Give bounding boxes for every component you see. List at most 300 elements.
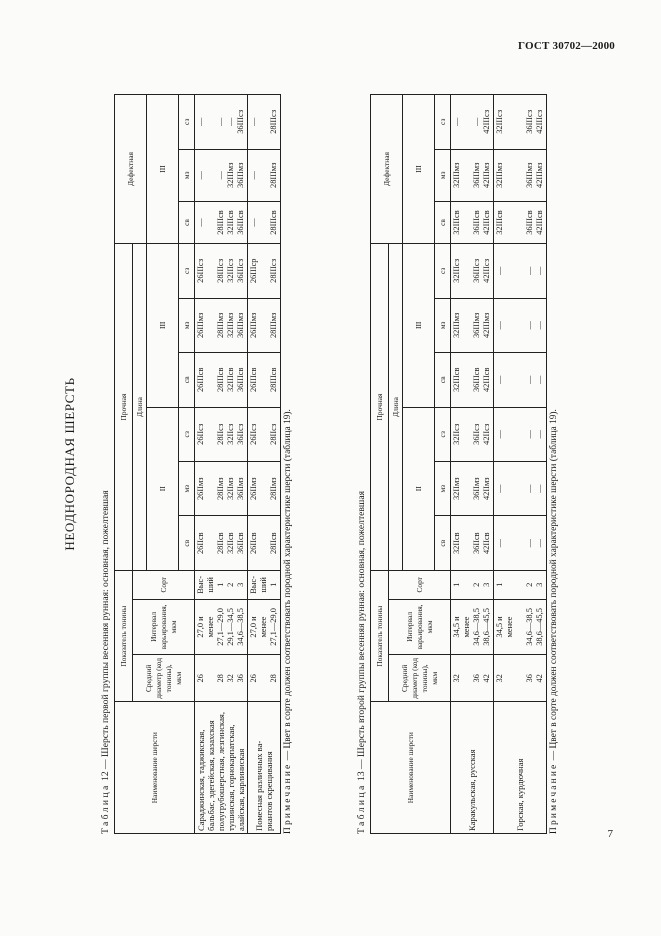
- cell-value: 28IIIсз: [269, 109, 278, 134]
- cell-value: 3: [482, 582, 491, 587]
- cell-value: [206, 204, 216, 241]
- cell-value: менее: [206, 616, 215, 638]
- cell-value: [462, 204, 472, 241]
- cell-value: 32IIIмз: [226, 162, 235, 188]
- diameter-cell: [248, 655, 281, 702]
- wool-name-cell: [451, 702, 494, 834]
- cell-value: 32IIIсв: [226, 367, 235, 392]
- cell-value: 26IIсз: [196, 423, 205, 445]
- strong-2-sv-cell: [195, 516, 248, 570]
- cell-value: 28: [216, 674, 225, 683]
- cell-value: 32IIмз: [226, 477, 235, 500]
- caption-text: 13 — Шерсть второй группы весенняя рунная: основная, пожелтевшая: [356, 491, 367, 781]
- cell-value: 28IIмз: [269, 477, 278, 500]
- cell-value: 42IIсв: [482, 532, 491, 554]
- section-title: НЕОДНОРОДНАЯ ШЕРСТЬ: [62, 377, 77, 551]
- note-text: — Цвет в сорте должен соответствовать породной характеристике шерсти (таблица 19).: [549, 409, 559, 763]
- strong-3-sv-cell: [195, 353, 248, 407]
- cell-value: 32IIIсв: [452, 210, 461, 235]
- cell-value: —: [216, 171, 225, 180]
- col-header-strong: Прочная: [115, 244, 133, 571]
- caption-text: 12 — Шерсть первой группы весенняя рунная: основная, пожелтевшая: [100, 490, 111, 781]
- cell-value: 28IIIмз: [269, 312, 278, 338]
- cell-value: [515, 152, 525, 199]
- cell-value: 36IIмз: [472, 477, 481, 500]
- sort-cell: [248, 570, 281, 599]
- cell-value: 36IIIмз: [472, 162, 481, 188]
- cell-value: [505, 355, 515, 404]
- strong-3-sv-cell: [451, 353, 494, 407]
- col-header-grade-2: II: [147, 407, 179, 570]
- cell-value: [515, 657, 525, 699]
- cell-value: 2: [472, 582, 481, 587]
- cell-value: 32IIIмз: [452, 162, 461, 188]
- cell-value: [462, 152, 472, 199]
- sub-header-mz: мз: [179, 298, 195, 352]
- cell-value: [206, 464, 216, 513]
- cell-value: 28IIIсв: [216, 367, 225, 392]
- cell-value: 42IIIмз: [535, 162, 544, 188]
- cell-value: [206, 152, 216, 199]
- table-row: [494, 95, 547, 834]
- strong-2-sv-cell: [494, 516, 547, 570]
- defective-3-sv-cell: [451, 201, 494, 243]
- sub-header-mz: мз: [435, 149, 451, 201]
- cell-value: —: [535, 375, 544, 384]
- cell-value: 36IIсз: [236, 423, 245, 445]
- cell-value: ший: [206, 577, 215, 593]
- col-header-length: Длина: [389, 244, 403, 571]
- cell-value: —: [495, 430, 504, 439]
- cell-value: [505, 410, 515, 459]
- cell-value: [515, 573, 525, 597]
- cell-value: 32IIсз: [452, 423, 461, 445]
- cell-value: 42: [535, 674, 544, 683]
- cell-value: [515, 355, 525, 404]
- sub-header-sv: св: [435, 201, 451, 243]
- col-header-fineness: Показатель тонины: [115, 570, 133, 702]
- sub-header-mz: мз: [179, 149, 195, 201]
- strong-2-sz-cell: [248, 407, 281, 461]
- col-header-interval: Интервал варьирования, мкм: [389, 599, 451, 654]
- note-label: Примечание: [283, 762, 293, 834]
- cell-value: [259, 355, 269, 404]
- cell-value: [505, 152, 515, 199]
- cell-value: —: [535, 539, 544, 548]
- cell-value: [206, 355, 216, 404]
- table-row: [195, 95, 248, 834]
- cell-value: 38,6—45,5: [482, 608, 491, 646]
- cell-value: 27,1—29,0: [216, 608, 225, 646]
- cell-value: —: [216, 117, 225, 126]
- table-row: [248, 95, 281, 834]
- cell-value: 26IIIсв: [196, 367, 205, 392]
- defective-3-sv-cell: [494, 201, 547, 243]
- cell-value: 32IIсв: [452, 532, 461, 554]
- cell-value: [462, 355, 472, 404]
- cell-value: [515, 602, 525, 652]
- cell-value: [206, 97, 216, 147]
- cell-value: [462, 657, 472, 699]
- cell-value: —: [495, 539, 504, 548]
- wool-name-cell: [195, 702, 248, 834]
- cell-value: 28IIсв: [216, 532, 225, 554]
- cell-value: 36: [236, 674, 245, 683]
- sub-header-sv: св: [179, 201, 195, 243]
- wool-name-line: алайская, карлиниская: [236, 748, 246, 831]
- cell-value: 36IIIмз: [472, 312, 481, 338]
- cell-value: 28: [269, 674, 278, 683]
- cell-value: 32IIсз: [226, 423, 235, 445]
- wool-name-cell: [494, 702, 547, 834]
- cell-value: [259, 301, 269, 350]
- interval-cell: [494, 599, 547, 654]
- cell-value: 42IIIмз: [482, 162, 491, 188]
- sub-header-sz: сз: [435, 244, 451, 298]
- col-header-strong: Прочная: [371, 244, 389, 571]
- cell-value: —: [525, 321, 534, 330]
- diameter-cell: [451, 655, 494, 702]
- cell-value: —: [249, 117, 258, 126]
- sort-cell: [494, 570, 547, 599]
- cell-value: [206, 246, 216, 295]
- wool-name-line: Каракульская, русская: [467, 749, 477, 831]
- table-13-block: [356, 94, 560, 834]
- cell-value: 27,1—29,0: [269, 608, 278, 646]
- cell-value: 42IIIсз: [535, 109, 544, 134]
- cell-value: 36IIсв: [472, 532, 481, 554]
- cell-value: —: [535, 484, 544, 493]
- col-header-grade-2: II: [403, 407, 435, 570]
- defective-3-mz-cell: [248, 149, 281, 201]
- cell-value: 32IIIсв: [452, 367, 461, 392]
- wool-name-line: тушинская, горнокарпатская,: [226, 724, 236, 831]
- cell-value: 34,6—38,5: [525, 608, 534, 646]
- wool-name-line: Помесная различных ва-: [254, 740, 264, 831]
- sub-header-sv: св: [179, 353, 195, 407]
- col-header-name: Наименование шерсти: [371, 702, 451, 834]
- col-header-name: Наименование шерсти: [115, 702, 195, 834]
- strong-2-sv-cell: [248, 516, 281, 570]
- diameter-cell: [494, 655, 547, 702]
- sort-cell: [195, 570, 248, 599]
- col-header-sort: Сорт: [389, 570, 451, 599]
- cell-value: 36IIIсв: [236, 210, 245, 235]
- strong-2-sz-cell: [494, 407, 547, 461]
- cell-value: [259, 518, 269, 567]
- cell-value: 34,6—38,5: [236, 608, 245, 646]
- cell-value: [505, 464, 515, 513]
- col-header-diameter: Средний диаметр (код тонины), мкм: [389, 655, 451, 702]
- cell-value: [462, 410, 472, 459]
- sub-header-mz: мз: [179, 461, 195, 515]
- cell-value: 36: [472, 674, 481, 683]
- cell-value: 26IIсз: [249, 423, 258, 445]
- cell-value: 1: [269, 582, 278, 587]
- cell-value: [505, 204, 515, 241]
- cell-value: менее: [505, 616, 514, 638]
- cell-value: 34,5 и: [495, 616, 504, 638]
- col-header-defective: Дефектная: [115, 95, 147, 244]
- note-label: Примечание: [549, 762, 559, 834]
- cell-value: 36IIIсз: [472, 258, 481, 283]
- cell-value: —: [196, 171, 205, 180]
- cell-value: —: [495, 375, 504, 384]
- defective-3-sz-cell: [248, 95, 281, 150]
- table-13-note: [548, 94, 560, 834]
- cell-value: [515, 410, 525, 459]
- cell-value: 26IIIсв: [249, 367, 258, 392]
- sub-header-sz: сз: [435, 407, 451, 461]
- cell-value: 29,1—34,5: [226, 608, 235, 646]
- cell-value: 1: [216, 582, 225, 587]
- cell-value: [259, 657, 269, 699]
- cell-value: [505, 97, 515, 147]
- interval-cell: [451, 599, 494, 654]
- cell-value: 42IIсз: [482, 423, 491, 445]
- cell-value: 3: [236, 582, 245, 587]
- cell-value: 26IIIмз: [249, 312, 258, 338]
- defective-3-mz-cell: [195, 149, 248, 201]
- strong-2-mz-cell: [195, 461, 248, 515]
- wool-name-line: бальбас, эдегейская, казахская: [206, 720, 216, 831]
- cell-value: 32IIIмз: [452, 312, 461, 338]
- defective-3-sz-cell: [451, 95, 494, 150]
- cell-value: 28IIIсв: [269, 210, 278, 235]
- cell-value: 32IIIмз: [226, 312, 235, 338]
- cell-value: 36IIIмз: [236, 162, 245, 188]
- cell-value: [462, 246, 472, 295]
- strong-3-sv-cell: [248, 353, 281, 407]
- cell-value: 26IIмз: [196, 477, 205, 500]
- cell-value: [259, 204, 269, 241]
- cell-value: [206, 657, 216, 699]
- defective-3-mz-cell: [494, 149, 547, 201]
- cell-value: 2: [226, 582, 235, 587]
- cell-value: 36IIмз: [236, 477, 245, 500]
- cell-value: 42IIмз: [482, 477, 491, 500]
- cell-value: [259, 97, 269, 147]
- cell-value: 36IIIсв: [525, 210, 534, 235]
- cell-value: 32IIIмз: [495, 162, 504, 188]
- sub-header-sz: сз: [179, 407, 195, 461]
- strong-2-sv-cell: [451, 516, 494, 570]
- standard-code: ГОСТ 30702—2000: [518, 40, 615, 52]
- cell-value: 36IIIсв: [472, 210, 481, 235]
- cell-value: [206, 410, 216, 459]
- cell-value: 32IIмз: [452, 477, 461, 500]
- strong-3-sz-cell: [195, 244, 248, 298]
- cell-value: [462, 301, 472, 350]
- cell-value: 28IIIмз: [269, 162, 278, 188]
- cell-value: —: [535, 430, 544, 439]
- defective-3-sz-cell: [195, 95, 248, 150]
- cell-value: [515, 246, 525, 295]
- cell-value: —: [525, 539, 534, 548]
- col-header-defective: Дефектная: [371, 95, 403, 244]
- cell-value: 42IIIсв: [482, 210, 491, 235]
- cell-value: [462, 97, 472, 147]
- sub-header-sv: св: [179, 516, 195, 570]
- cell-value: менее: [462, 616, 471, 638]
- strong-2-mz-cell: [451, 461, 494, 515]
- cell-value: 28IIсв: [269, 532, 278, 554]
- cell-value: [206, 301, 216, 350]
- cell-value: 32: [226, 674, 235, 683]
- cell-value: 42IIIсз: [482, 258, 491, 283]
- cell-value: Выс-: [196, 575, 205, 594]
- cell-value: 28IIIсв: [269, 367, 278, 392]
- cell-value: 36: [525, 674, 534, 683]
- cell-value: 26: [196, 674, 205, 683]
- strong-3-mz-cell: [195, 298, 248, 352]
- col-header-sort: Сорт: [133, 570, 195, 599]
- strong-3-sz-cell: [494, 244, 547, 298]
- col-header-defective-grade-3: III: [403, 95, 435, 244]
- cell-value: —: [452, 117, 461, 126]
- cell-value: [515, 518, 525, 567]
- cell-value: 28IIIсз: [216, 258, 225, 283]
- cell-value: 26IIIмз: [196, 312, 205, 338]
- col-header-diameter: Средний диаметр (код тонины), мкм: [133, 655, 195, 702]
- cell-value: 32: [452, 674, 461, 683]
- cell-value: менее: [259, 616, 268, 638]
- cell-value: 26IIIсз: [196, 258, 205, 283]
- page-number: 7: [607, 828, 613, 840]
- table-13-caption: [356, 94, 368, 834]
- sub-header-mz: мз: [435, 461, 451, 515]
- col-header-grade-3: III: [147, 244, 179, 407]
- cell-value: 1: [452, 582, 461, 587]
- cell-value: —: [495, 484, 504, 493]
- sort-cell: [451, 570, 494, 599]
- cell-value: 42IIIмз: [482, 312, 491, 338]
- table-12-note: [282, 94, 294, 834]
- cell-value: 36IIIмз: [525, 162, 534, 188]
- cell-value: 32IIIсв: [495, 210, 504, 235]
- table-13: [370, 94, 547, 834]
- strong-3-mz-cell: [494, 298, 547, 352]
- diameter-cell: [195, 655, 248, 702]
- cell-value: 26IIсв: [249, 532, 258, 554]
- cell-value: [515, 464, 525, 513]
- cell-value: —: [525, 375, 534, 384]
- cell-value: 36IIсз: [472, 423, 481, 445]
- cell-value: 36IIIсв: [236, 367, 245, 392]
- strong-3-sz-cell: [451, 244, 494, 298]
- wool-name-line: риантов скрещивания: [264, 751, 274, 831]
- table-12: [114, 94, 281, 834]
- cell-value: ший: [259, 577, 268, 593]
- cell-value: [462, 518, 472, 567]
- strong-3-sz-cell: [248, 244, 281, 298]
- wool-name-line: полугрубошерстная, лезгинская,: [216, 712, 226, 831]
- cell-value: [259, 464, 269, 513]
- cell-value: 28IIIсв: [216, 210, 225, 235]
- cell-value: —: [196, 117, 205, 126]
- cell-value: [505, 518, 515, 567]
- cell-value: 32IIсв: [226, 532, 235, 554]
- cell-value: —: [535, 266, 544, 276]
- cell-value: 26IIIср: [249, 258, 258, 284]
- cell-value: 42IIIсв: [482, 367, 491, 392]
- wool-name-cell: [248, 702, 281, 834]
- cell-value: —: [495, 266, 504, 276]
- strong-3-mz-cell: [248, 298, 281, 352]
- cell-value: —: [249, 171, 258, 180]
- note-text: — Цвет в сорте должен соответствовать породной характеристике шерсти (таблица 19).: [283, 409, 293, 763]
- cell-value: [505, 301, 515, 350]
- cell-value: 32: [495, 674, 504, 683]
- caption-label: Таблица: [356, 783, 367, 834]
- cell-value: 34,6—38,5: [472, 608, 481, 646]
- cell-value: 28IIсз: [216, 423, 225, 445]
- cell-value: 28IIIмз: [216, 312, 225, 338]
- defective-3-sv-cell: [195, 201, 248, 243]
- defective-3-sv-cell: [248, 201, 281, 243]
- cell-value: 32IIIсв: [226, 210, 235, 235]
- cell-value: 26IIмз: [249, 477, 258, 500]
- cell-value: 42IIIсз: [482, 109, 491, 134]
- table-row: [451, 95, 494, 834]
- cell-value: 1: [495, 582, 504, 587]
- strong-2-sz-cell: [195, 407, 248, 461]
- cell-value: —: [249, 218, 258, 227]
- cell-value: —: [525, 484, 534, 493]
- cell-value: [462, 573, 472, 597]
- cell-value: —: [525, 430, 534, 439]
- cell-value: 32IIIсз: [495, 109, 504, 134]
- cell-value: 36IIIсв: [472, 367, 481, 392]
- sub-header-sz: сз: [179, 95, 195, 150]
- cell-value: [505, 573, 515, 597]
- cell-value: 3: [535, 582, 544, 587]
- defective-3-sz-cell: [494, 95, 547, 150]
- rotated-content: [62, 94, 598, 834]
- sub-header-sz: сз: [179, 244, 195, 298]
- cell-value: 28IIмз: [216, 477, 225, 500]
- cell-value: 26IIсв: [196, 532, 205, 554]
- cell-value: [462, 464, 472, 513]
- cell-value: 34,5 и: [452, 616, 461, 638]
- cell-value: [206, 518, 216, 567]
- cell-value: —: [196, 218, 205, 227]
- cell-value: —: [495, 321, 504, 330]
- sub-header-sv: св: [435, 353, 451, 407]
- strong-3-sv-cell: [494, 353, 547, 407]
- cell-value: Выс-: [249, 575, 258, 594]
- col-header-grade-3: III: [403, 244, 435, 407]
- strong-2-mz-cell: [248, 461, 281, 515]
- cell-value: 28IIсз: [269, 423, 278, 445]
- table-12-caption: [100, 94, 112, 834]
- cell-value: [515, 301, 525, 350]
- wool-name-line: Сараджинская, таджикская,: [196, 729, 206, 831]
- sub-header-mz: мз: [435, 298, 451, 352]
- cell-value: 36IIIмз: [236, 312, 245, 338]
- cell-value: [259, 246, 269, 295]
- cell-value: —: [535, 321, 544, 330]
- cell-value: [515, 204, 525, 241]
- cell-value: [259, 410, 269, 459]
- cell-value: —: [525, 266, 534, 276]
- col-header-length: Длина: [133, 244, 147, 571]
- strong-2-mz-cell: [494, 461, 547, 515]
- cell-value: 27,0 и: [249, 616, 258, 638]
- strong-2-sz-cell: [451, 407, 494, 461]
- cell-value: [505, 246, 515, 295]
- strong-3-mz-cell: [451, 298, 494, 352]
